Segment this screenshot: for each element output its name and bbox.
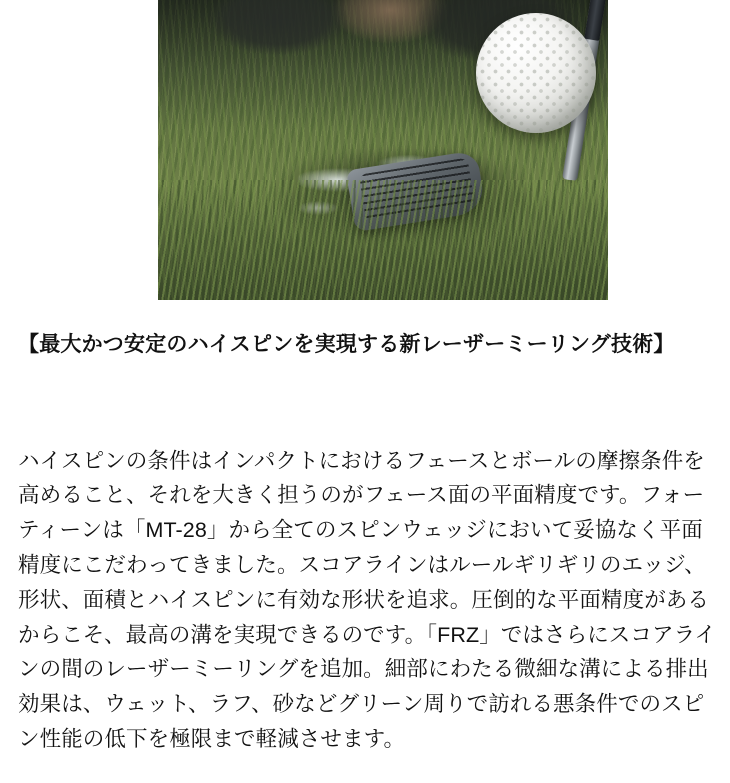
article-body: ハイスピンの条件はインパクトにおけるフェースとボールの摩擦条件を高めること、それを大きく担うのがフェース面の平面精度です。フォーティーンは「MT-28」から全てのスピンウェッジにおいて妥協なく平面精度にこだわってきました。スコアラインはルールギリギリのエッジ、形状、面積とハイスピンに有効な形状を追求。圧倒的な平面精度があるからこそ、最高の溝を実現できるのです。「FRZ」ではさらにスコアラインの間のレーザーミーリングを追加。細部にわたる微細な溝による排出効果は、ウェット、ラフ、砂などグリーン周りで訪れる悪条件でのスピン性能の低下を極限まで軽減させます。: [18, 448, 717, 752]
grass-foreground: [158, 180, 608, 300]
golf-ball-dimples: [476, 13, 596, 133]
hero-image: [158, 0, 608, 300]
golf-ball: [476, 13, 596, 133]
article-heading: 【最大かつ安定のハイスピンを実現する新レーザーミーリング技術】: [18, 333, 675, 357]
